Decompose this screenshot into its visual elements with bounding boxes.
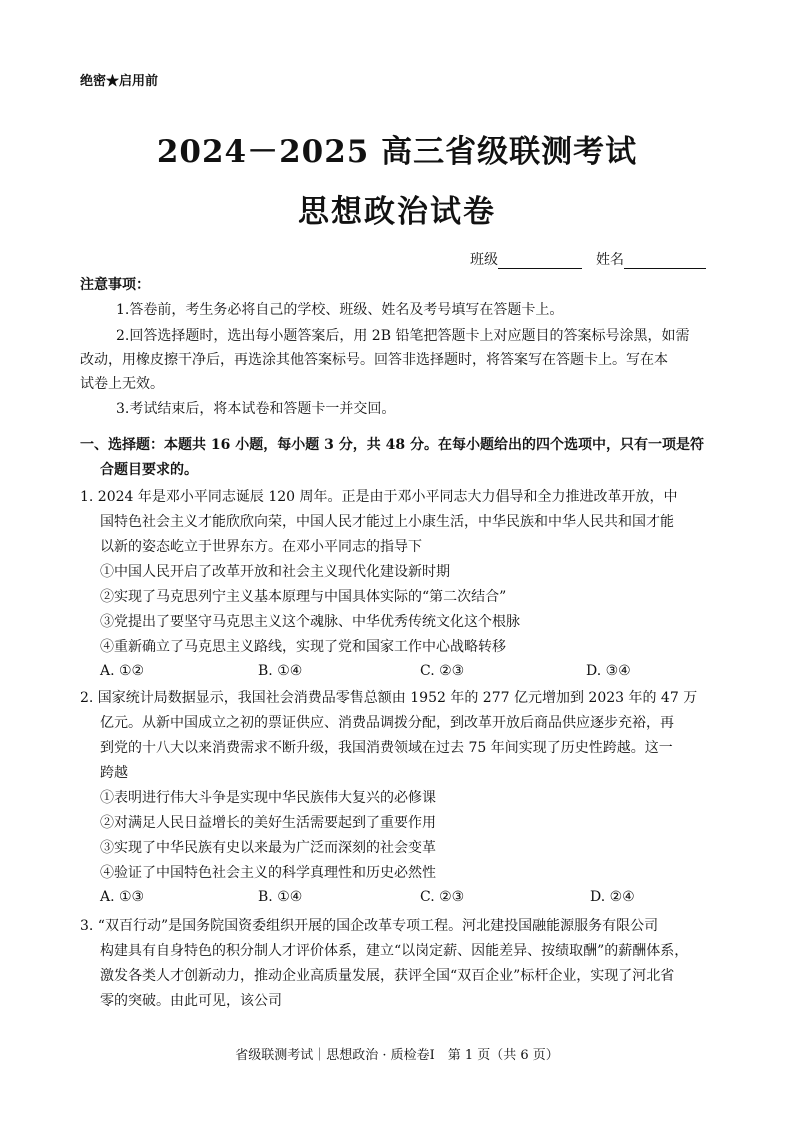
- question-1-stem: 1. 2024 年是邓小平同志诞辰 120 周年。正是由于邓小平同志大力倡导和全力推进改革开放，中: [80, 489, 678, 505]
- option-b[interactable]: B. ①④: [258, 889, 303, 905]
- question-1-item: ③党提出了要坚守马克思主义这个魂脉、中华优秀传统文化这个根脉: [100, 614, 520, 630]
- question-1-stem: 国特色社会主义才能欣欣向荣，中国人民才能过上小康生活，中华民族和中华人民共和国才能: [100, 514, 674, 530]
- option-b[interactable]: B. ①④: [258, 663, 303, 679]
- name-blank: [624, 254, 706, 269]
- class-blank: [498, 254, 582, 269]
- section-heading-cont: 合题目要求的。: [100, 462, 198, 478]
- question-2-options: [100, 889, 700, 907]
- notes-item: 试卷上无效。: [80, 376, 164, 392]
- question-2-stem: 到党的十八大以来消费需求不断升级，我国消费领域在过去 75 年间实现了历史性跨越。这一: [100, 740, 673, 756]
- question-1-item: ①中国人民开启了改革开放和社会主义现代化建设新时期: [100, 564, 450, 580]
- question-2-stem: 跨越: [100, 765, 128, 781]
- question-2-item: ②对满足人民日益增长的美好生活需要起到了重要作用: [100, 815, 436, 831]
- question-2-item: ④验证了中国特色社会主义的科学真理性和历史必然性: [100, 865, 436, 881]
- question-2-stem: 2. 国家统计局数据显示，我国社会消费品零售总额由 1952 年的 277 亿元增加到 2023 年的 47 万: [80, 690, 698, 706]
- exam-subject-title: 思想政治试卷: [298, 194, 496, 230]
- option-a[interactable]: A. ①③: [100, 889, 145, 905]
- question-1-stem: 以新的姿态屹立于世界东方。在邓小平同志的指导下: [100, 539, 422, 555]
- question-3-stem: 零的突破。由此可见，该公司: [100, 993, 282, 1009]
- question-3-stem: 构建具有自身特色的积分制人才评价体系，建立“以岗定薪、因能差异、按绩取酬”的薪酬体系，: [100, 943, 689, 959]
- option-a[interactable]: A. ①②: [100, 663, 145, 679]
- question-3-stem: 激发各类人才创新动力，推动企业高质量发展，获评全国“双百企业”标杆企业，实现了河北省: [100, 968, 675, 984]
- class-label: 班级: [470, 252, 498, 268]
- question-1-item: ②实现了马克思列宁主义基本原理与中国具体实际的“第二次结合”: [100, 589, 507, 605]
- section-heading: 一、选择题：本题共 16 小题，每小题 3 分，共 48 分。在每小题给出的四个选项中，只有一项是符: [80, 437, 704, 453]
- notes-item: 2.回答选择题时，选出每小题答案后，用 2B 铅笔把答题卡上对应题目的答案标号涂黑，如需: [116, 328, 690, 344]
- option-d[interactable]: D. ②④: [590, 889, 635, 905]
- question-2-item: ①表明进行伟大斗争是实现中华民族伟大复兴的必修课: [100, 790, 436, 806]
- notes-item: 1.答卷前，考生务必将自己的学校、班级、姓名及考号填写在答题卡上。: [116, 302, 564, 318]
- question-3-stem: 3. “双百行动”是国务院国资委组织开展的国企改革专项工程。河北建投国融能源服务有限公司: [80, 918, 659, 934]
- name-label: 姓名: [596, 252, 624, 268]
- notes-heading: 注意事项：: [80, 277, 150, 293]
- question-1-item: ④重新确立了马克思主义路线，实现了党和国家工作中心战略转移: [100, 639, 506, 655]
- exam-title: 2024－2025 高三省级联测考试: [156, 134, 638, 170]
- option-c[interactable]: C. ②③: [420, 889, 465, 905]
- question-2-stem: 亿元。从新中国成立之初的票证供应、消费品调拨分配，到改革开放后商品供应逐步充裕，再: [100, 715, 674, 731]
- notes-item: 3.考试结束后，将本试卷和答题卡一并交回。: [116, 401, 396, 417]
- student-info-bar: [470, 249, 706, 269]
- option-c[interactable]: C. ②③: [420, 663, 465, 679]
- confidential-label: 绝密★启用前: [80, 74, 159, 89]
- page-footer: 省级联测考试｜思想政治 · 质检卷Ⅰ 第 1 页（共 6 页）: [235, 1048, 559, 1063]
- option-d[interactable]: D. ③④: [586, 663, 631, 679]
- question-1-options: [100, 663, 700, 681]
- notes-item: 改动，用橡皮擦干净后，再选涂其他答案标号。回答非选择题时，将答案写在答题卡上。写在本: [80, 352, 668, 368]
- question-2-item: ③实现了中华民族有史以来最为广泛而深刻的社会变革: [100, 840, 436, 856]
